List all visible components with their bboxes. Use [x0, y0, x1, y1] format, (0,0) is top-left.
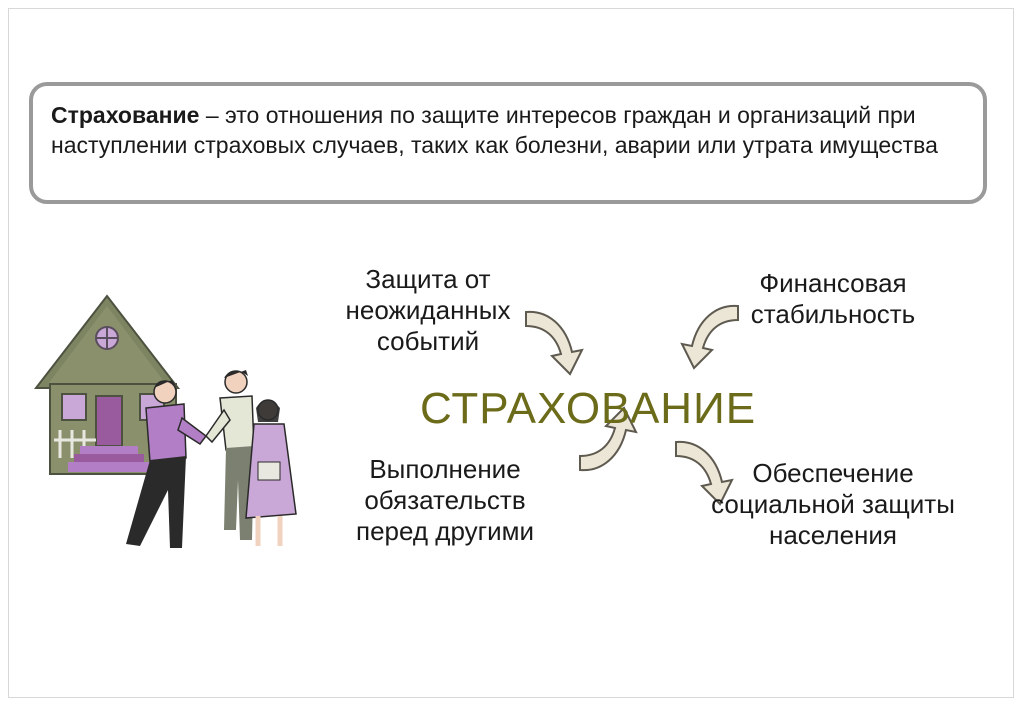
center-title: СТРАХОВАНИЕ: [420, 384, 757, 433]
item-label-stability: Финансовая стабильность: [750, 268, 916, 329]
item-label-protection: Защита от неожиданных событий: [345, 264, 511, 356]
item-label-obligations: Выполнение обязательств перед другими: [355, 454, 535, 546]
definition-term: Страхование: [51, 102, 200, 128]
curved-arrow-icon: [526, 312, 582, 374]
definition-text: – это отношения по защите интересов граждан и организаций при наступлении страховых случаев, таких как болезни, аварии или утрата имущества: [51, 102, 938, 158]
item-label-social: Обеспечение социальной защиты населения: [711, 458, 955, 550]
